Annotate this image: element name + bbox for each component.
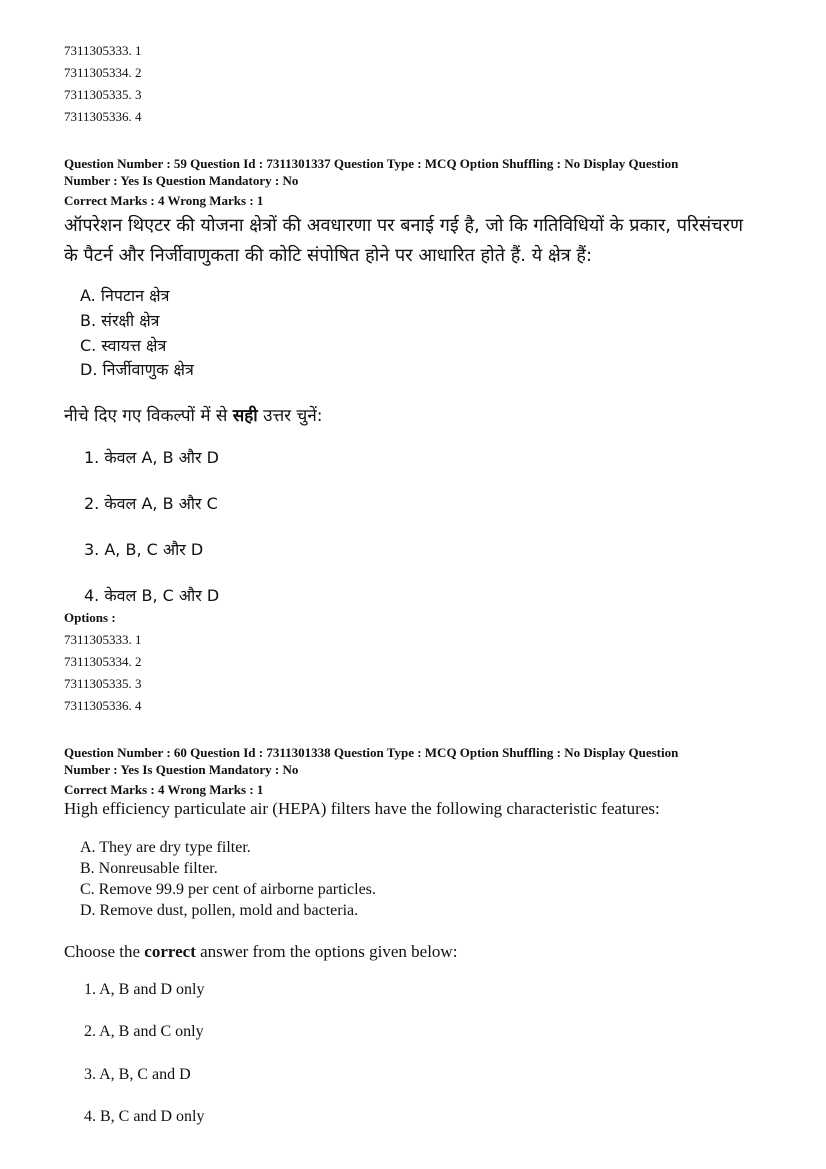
prev-option-4: 7311305336. 4 [64,109,142,124]
q60-meta-line2: Number : Yes Is Question Mandatory : No [64,762,299,777]
q59-stem-line1: ऑपरेशन थिएटर की योजना क्षेत्रों की अवधारणा पर बनाई गई है, जो कि गतिविधियों के प्रकार, परिसंचरण [64,215,743,236]
q60-answer-2: 2. A, B and C only [84,1023,204,1040]
q59-statement-a: A. निपटान क्षेत्र [80,286,170,305]
q59-instruction [64,403,323,426]
q59-meta-line1: Question Number : 59 Question Id : 7311301337 Question Type : MCQ Option Shuffling : No Display Question [64,156,679,171]
q60-marks: Correct Marks : 4 Wrong Marks : 1 [64,782,264,797]
q59-answer-2: 2. केवल A, B और C [84,494,218,513]
q59-option-id-2: 7311305334. 2 [64,654,142,669]
q60-answer-1: 1. A, B and D only [84,981,205,998]
prev-option-2: 7311305334. 2 [64,65,142,80]
q60-instruction-post: answer from the options given below: [195,942,458,961]
prev-option-1: 7311305333. 1 [64,43,142,58]
prev-option-3: 7311305335. 3 [64,87,142,102]
q60-instruction [64,942,457,962]
q59-option-id-4: 7311305336. 4 [64,698,142,713]
q60-instruction-pre: Choose the [64,942,145,961]
q60-stem: High efficiency particulate air (HEPA) filters have the following characteristic features: [64,799,660,818]
q59-marks: Correct Marks : 4 Wrong Marks : 1 [64,193,264,208]
q60-statement-d: D. Remove dust, pollen, mold and bacteria. [80,902,359,919]
q59-statement-b: B. संरक्षी क्षेत्र [80,311,160,330]
q59-answer-3: 3. A, B, C और D [84,540,204,559]
q59-stem-line2: के पैटर्न और निर्जीवाणुकता की कोटि संपोषित होने पर आधारित होते हैं. ये क्षेत्र हैं: [64,245,593,266]
q60-answer-3: 3. A, B, C and D [84,1066,191,1083]
q60-answer-4: 4. B, C and D only [84,1108,205,1125]
q59-option-id-3: 7311305335. 3 [64,676,142,691]
q59-instruction-pre: नीचे दिए गए विकल्पों में से [64,406,233,426]
q59-answer-1: 1. केवल A, B और D [84,448,219,467]
q60-statement-a: A. They are dry type filter. [80,839,251,856]
q60-instruction-bold: correct [144,942,196,961]
q59-meta-line2: Number : Yes Is Question Mandatory : No [64,173,299,188]
q60-statement-b: B. Nonreusable filter. [80,860,218,877]
q59-statement-d: D. निर्जीवाणुक क्षेत्र [80,360,194,379]
q60-meta-line1: Question Number : 60 Question Id : 7311301338 Question Type : MCQ Option Shuffling : No Display Question [64,745,679,760]
q59-options-label: Options : [64,610,116,625]
q59-option-id-1: 7311305333. 1 [64,632,142,647]
q59-statement-c: C. स्वायत्त क्षेत्र [80,336,167,355]
q59-instruction-bold: सही [232,406,258,426]
q59-answer-4: 4. केवल B, C और D [84,586,220,605]
q60-statement-c: C. Remove 99.9 per cent of airborne particles. [80,881,376,898]
q59-instruction-post: उत्तर चुनें: [257,406,323,426]
